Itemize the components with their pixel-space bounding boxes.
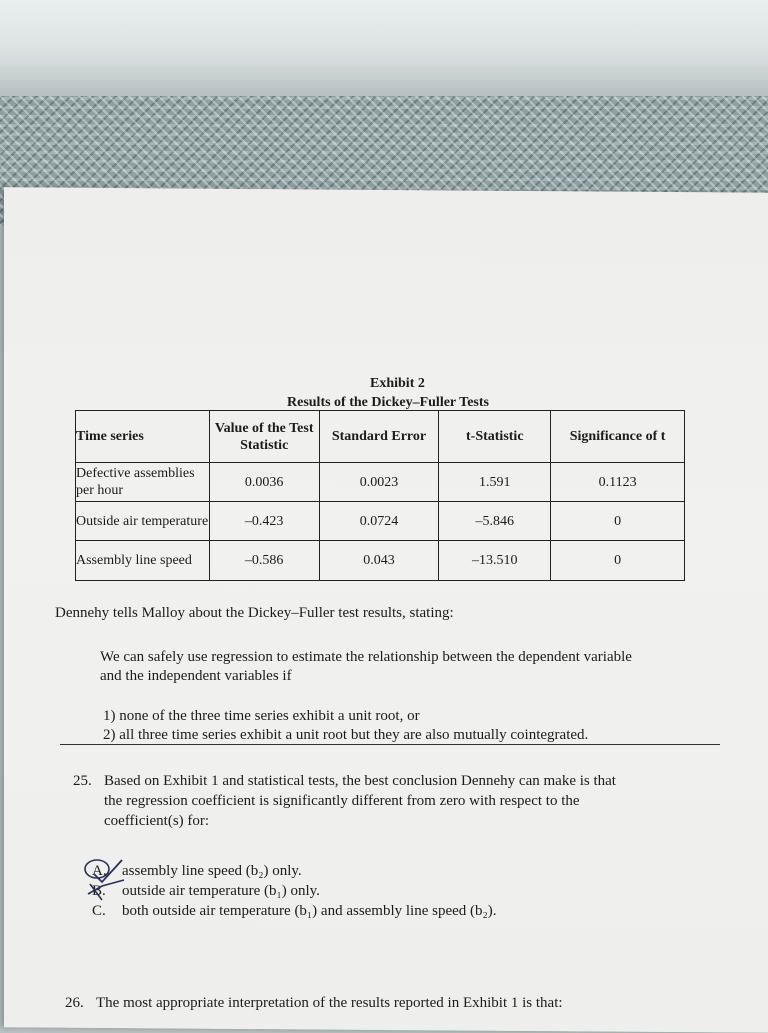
table-cell: –0.423: [209, 502, 319, 541]
question-text: the regression coefficient is significantly different from zero with respect to the: [104, 793, 580, 809]
question-text: coefficient(s) for:: [104, 813, 210, 829]
quote-line: and the independent variables if: [100, 668, 292, 684]
exhibit-title: Results of the Dickey–Fuller Tests: [287, 395, 489, 410]
option-letter: B.: [92, 883, 106, 899]
table-cell: 1.591: [439, 463, 551, 502]
table-cell: –13.510: [439, 541, 551, 581]
dickey-fuller-table: [75, 410, 685, 581]
table-row: [76, 541, 685, 581]
exhibit-label: Exhibit 2: [370, 376, 425, 391]
background-wall: [0, 0, 768, 70]
table-header-row: [76, 411, 685, 463]
option-text: assembly line speed (b₂) only.: [122, 863, 302, 879]
table-row: [76, 463, 685, 502]
underline-rule: [60, 744, 720, 745]
question-text: Based on Exhibit 1 and statistical tests, the best conclusion Dennehy can make is that: [104, 773, 616, 789]
intro-paragraph: Dennehy tells Malloy about the Dickey–Fuller test results, stating:: [55, 605, 454, 621]
table-cell: 0.043: [319, 541, 439, 581]
table-cell: Defective assemblies per hour: [76, 463, 210, 502]
option-text: both outside air temperature (b₁) and assembly line speed (b₂).: [122, 903, 497, 919]
table-header: Time series: [76, 411, 210, 463]
table-cell: Outside air temperature: [76, 502, 210, 541]
question-number: 26.: [65, 995, 84, 1011]
table-cell: Assembly line speed: [76, 541, 210, 581]
option-text: outside air temperature (b₁) only.: [122, 883, 320, 899]
table-cell: 0: [551, 541, 685, 581]
table-cell: –0.586: [209, 541, 319, 581]
table-header: t-Statistic: [439, 411, 551, 463]
pen-mark-icon: [80, 856, 140, 906]
table-cell: 0.1123: [551, 463, 685, 502]
table-cell: 0.0036: [209, 463, 319, 502]
quote-item: 2) all three time series exhibit a unit root but they are also mutually cointegrated.: [103, 727, 589, 743]
option-letter: A.: [92, 863, 107, 879]
table-header: Significance of t: [551, 411, 685, 463]
table-cell: 0.0023: [319, 463, 439, 502]
question-text: The most appropriate interpretation of the results reported in Exhibit 1 is that:: [96, 995, 563, 1011]
table-cell: –5.846: [439, 502, 551, 541]
table-row: [76, 502, 685, 541]
table-cell: 0: [551, 502, 685, 541]
background-shelf: [0, 66, 768, 98]
quote-item: 1) none of the three time series exhibit a unit root, or: [103, 708, 420, 724]
question-number: 25.: [73, 773, 92, 789]
table-header: Standard Error: [319, 411, 439, 463]
table-cell: 0.0724: [319, 502, 439, 541]
table-header: Value of the Test Statistic: [209, 411, 319, 463]
quote-line: We can safely use regression to estimate the relationship between the dependent variable: [100, 649, 632, 665]
option-letter: C.: [92, 903, 106, 919]
